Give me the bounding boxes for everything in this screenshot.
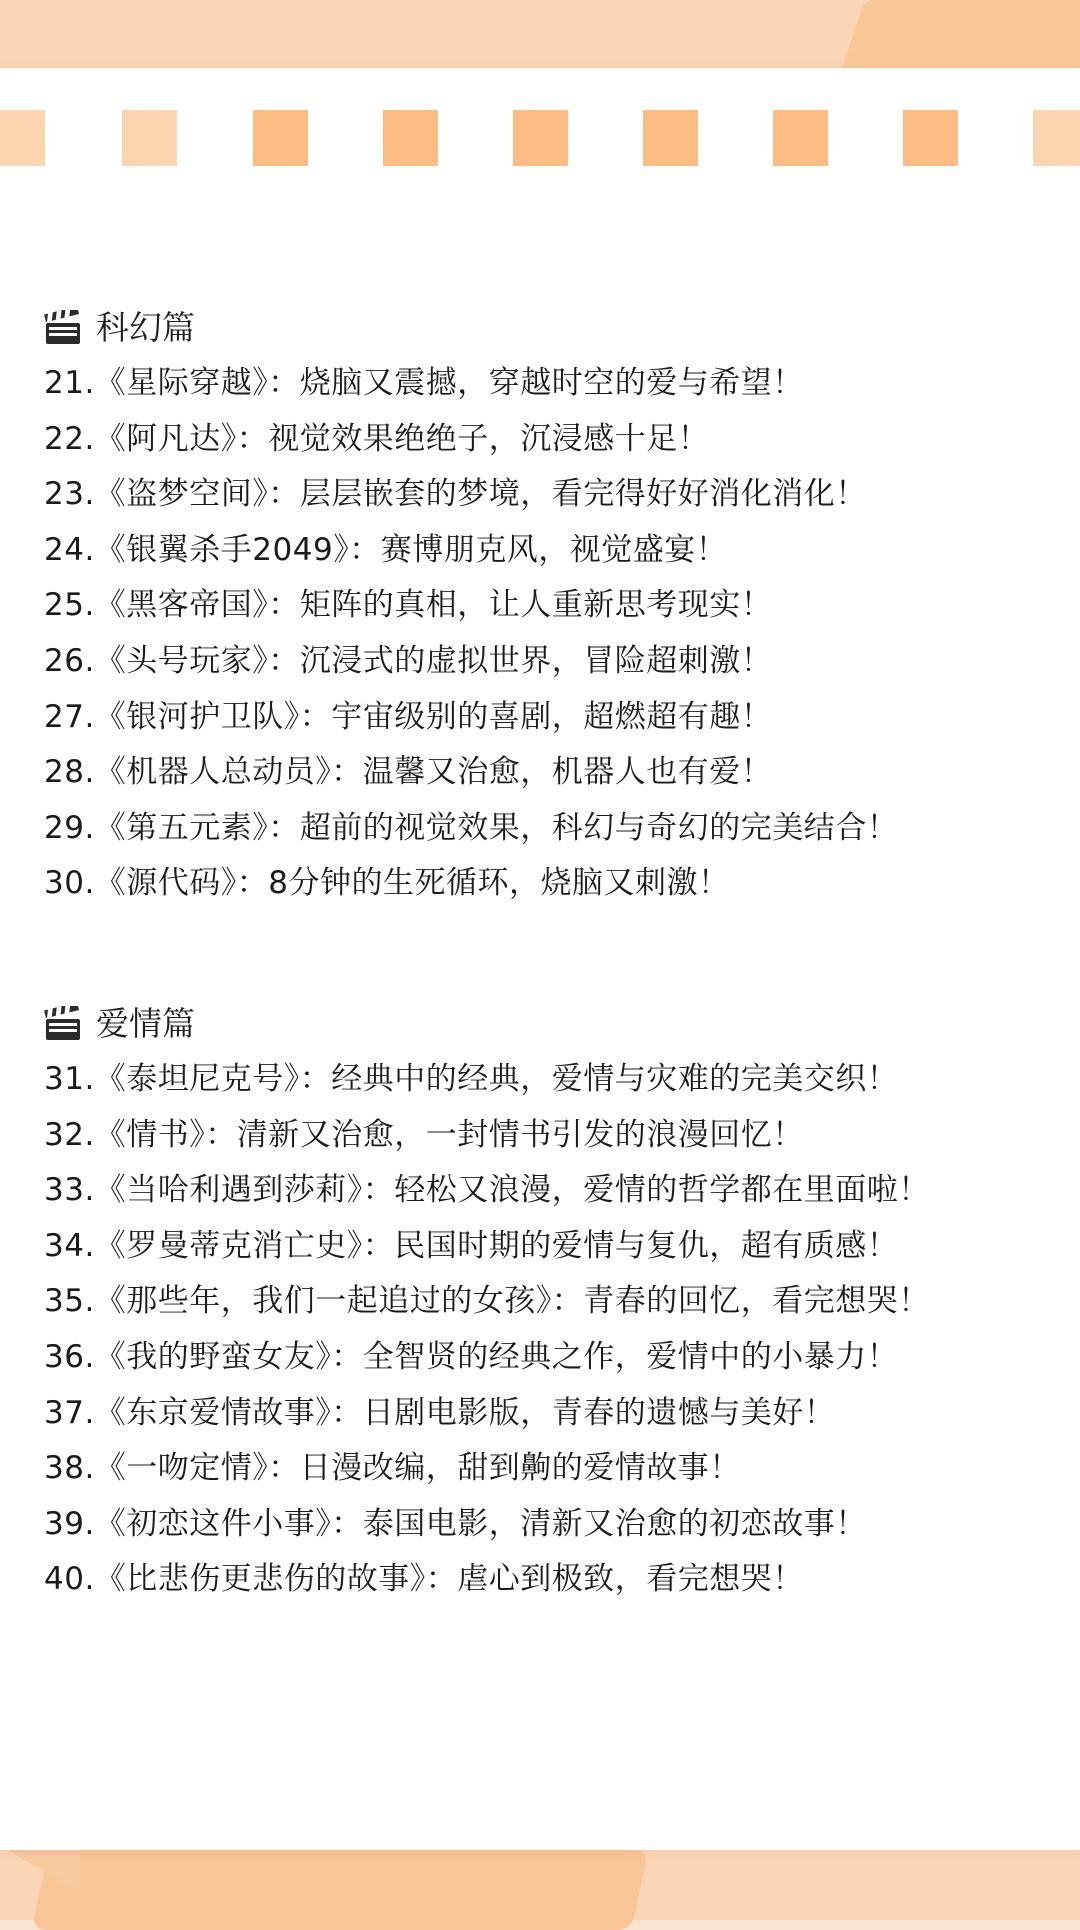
- section-title: 爱情篇: [96, 1003, 195, 1043]
- tape-strip: [0, 110, 45, 166]
- movie-list-item: 21.《星际穿越》：烧脑又震撼，穿越时空的爱与希望！: [44, 365, 804, 401]
- movie-list-item: 35.《那些年，我们一起追过的女孩》：青春的回忆，看完想哭！: [44, 1283, 930, 1320]
- movie-list-item: 31.《泰坦尼克号》：经典中的经典，爱情与灾难的完美交织！: [44, 1060, 899, 1097]
- movie-list-item: 39.《初恋这件小事》：泰国电影，清新又治愈的初恋故事！: [44, 1505, 867, 1542]
- tape-strip-row: [0, 110, 1080, 170]
- movie-list-item: 32.《情书》：清新又治愈，一封情书引发的浪漫回忆！: [44, 1116, 804, 1153]
- movie-list-item: 28.《机器人总动员》：温馨又治愈，机器人也有爱！: [44, 754, 773, 791]
- background-bottom-decoration: [31, 1850, 648, 1930]
- movie-list-item: 40.《比悲伤更悲伤的故事》：虐心到极致，看完想哭！: [44, 1561, 804, 1598]
- clapperboard-icon: [44, 310, 82, 346]
- movie-list-item: 27.《银河护卫队》：宇宙级别的喜剧，超燃超有趣！: [44, 698, 773, 735]
- tape-strip: [773, 110, 828, 166]
- movie-list-item: 22.《阿凡达》：视觉效果绝绝子，沉浸感十足！: [44, 420, 710, 457]
- tape-strip: [383, 110, 438, 166]
- movie-list-item: 23.《盗梦空间》：层层嵌套的梦境，看完得好好消化消化！: [44, 476, 867, 513]
- tape-strip: [903, 110, 958, 166]
- movie-list-item: 36.《我的野蛮女友》：全智贤的经典之作，爱情中的小暴力！: [44, 1338, 899, 1375]
- section-header: [44, 996, 1054, 1052]
- tape-strip: [513, 110, 568, 166]
- section-scifi: [44, 300, 1054, 912]
- section-header: [44, 300, 1054, 356]
- movie-list-item: 38.《一吻定情》：日漫改编，甜到齁的爱情故事！: [44, 1450, 741, 1487]
- section-title: 科幻篇: [96, 308, 195, 347]
- movie-list-item: 25.《黑客帝国》：矩阵的真相，让人重新思考现实！: [44, 587, 773, 624]
- tape-strip: [643, 110, 698, 166]
- movie-list-item: 24.《银翼杀手2049》：赛博朋克风，视觉盛宴！: [44, 531, 728, 568]
- tape-strip: [253, 110, 308, 166]
- movie-list-item: 29.《第五元素》：超前的视觉效果，科幻与奇幻的完美结合！: [44, 809, 899, 846]
- movie-list-item: 34.《罗曼蒂克消亡史》：民国时期的爱情与复仇，超有质感！: [44, 1227, 899, 1264]
- movie-list-item: 37.《东京爱情故事》：日剧电影版，青春的遗憾与美好！: [44, 1394, 836, 1431]
- movie-list-item: 26.《头号玩家》：沉浸式的虚拟世界，冒险超刺激！: [44, 642, 773, 679]
- movie-list: [44, 1052, 1054, 1608]
- section-romance: [44, 996, 1054, 1608]
- tape-strip: [122, 110, 177, 166]
- movie-list: [44, 356, 1054, 912]
- movie-list-item: 30.《源代码》：8分钟的生死循环，烧脑又刺激！: [44, 865, 730, 902]
- tape-strip: [1033, 110, 1080, 166]
- movie-list-item: 33.《当哈利遇到莎莉》：轻松又浪漫，爱情的哲学都在里面啦！: [44, 1172, 930, 1209]
- clapperboard-icon: [44, 1006, 82, 1042]
- movie-list-content: [44, 300, 1054, 1608]
